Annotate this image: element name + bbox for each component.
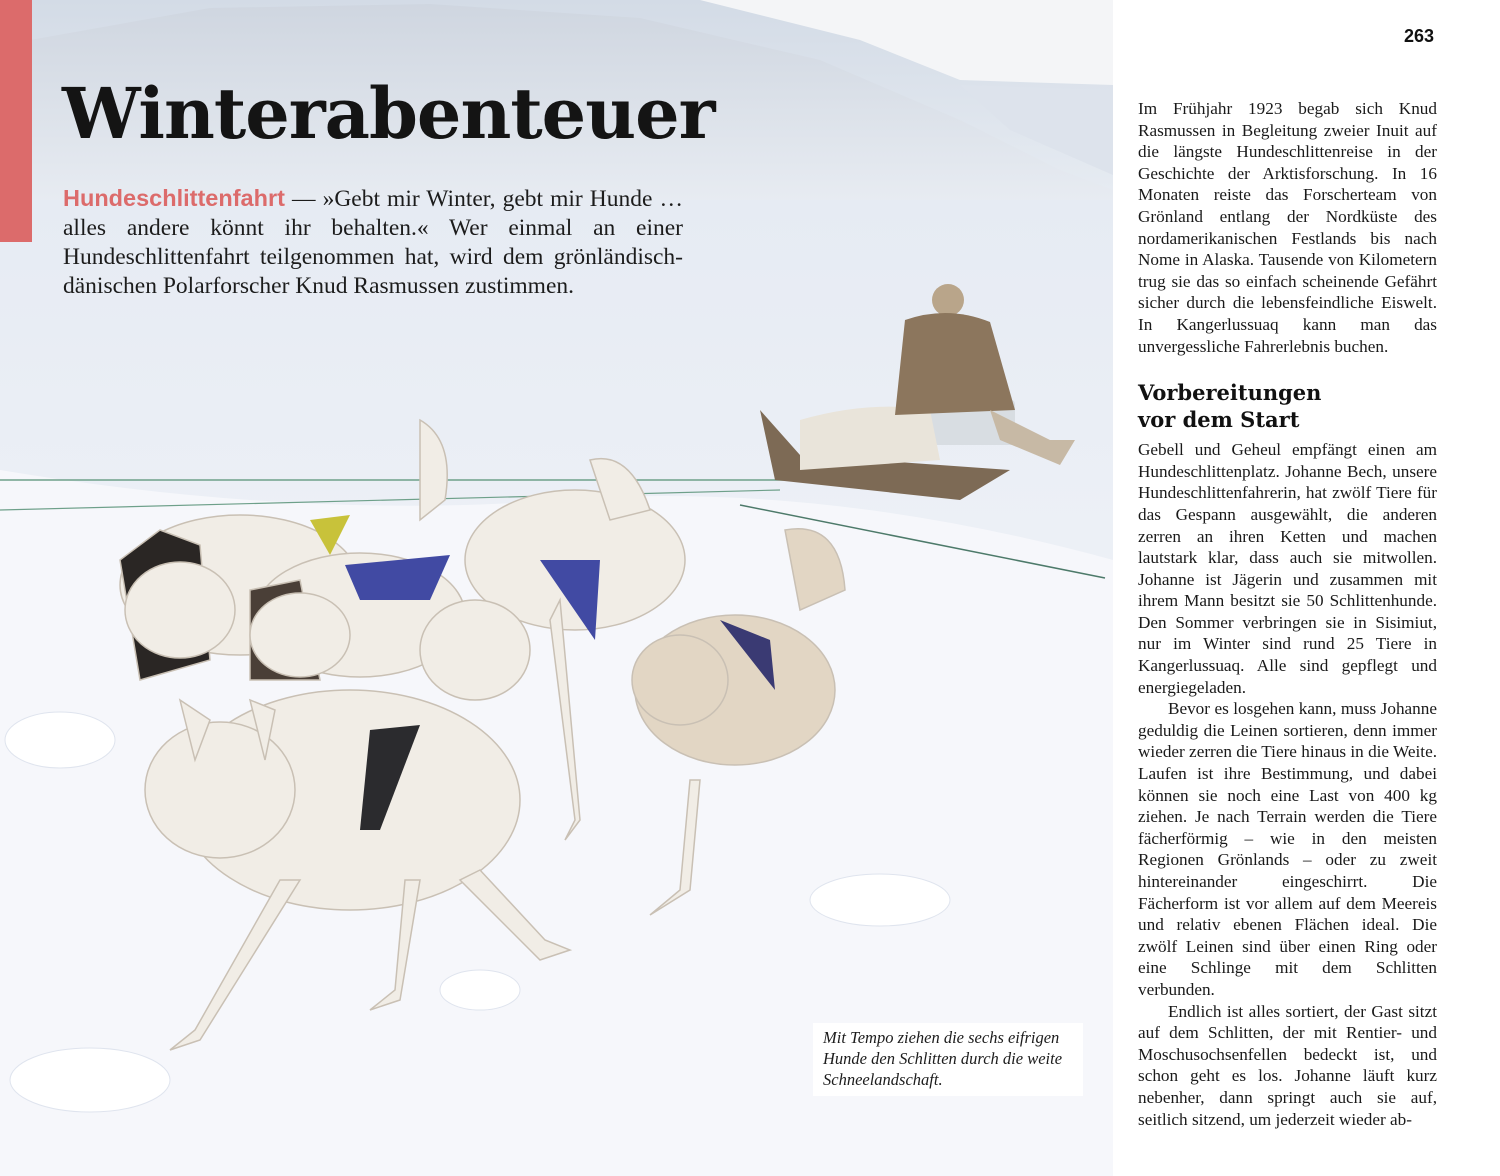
intro-paragraph [63, 184, 683, 301]
chapter-accent-bar [0, 0, 32, 242]
article-paragraph-4: Endlich ist alles sortiert, der Gast sitzt auf dem Schlitten, der mit Rentier- und Moschusochsenfellen bedeckt ist, und schon geht es los. Johanne läuft kurz nebenher, dann springt auch sie auf, seitlich sitzend, um jederzeit wieder ab- [1138, 1001, 1437, 1129]
article-paragraph-2: Gebell und Geheul empfängt einen am Hundeschlittenplatz. Johanne Bech, unsere Hundeschlittenfahrerin, hat zwölf Tiere für das Gespann ausgewählt, die anderen zerren an ihren Ketten und machen lautstark klar, dass auch sie mitwollen. Johanne ist Jägerin und zusammen mit ihrem Mann besitzt sie 50 Schlittenhunde. Den Sommer verbringen sie in Sisimiut, nur im Winter sind rund 25 Tiere in Kangerlussuaq. Alle sind gepflegt und energiegeladen. [1138, 440, 1437, 697]
page-title: Winterabenteuer [62, 72, 715, 155]
section-heading-line-2: vor dem Start [1138, 407, 1300, 433]
section-heading-line-1: Vorbereitungen [1138, 380, 1322, 406]
article-paragraph-3: Bevor es losgehen kann, muss Johanne geduldig die Leinen sortieren, denn immer wieder zerren die Tiere hinaus in die Weite. Laufen ist ihre Bestimmung, und dabei können sie noch eine Last von 400 kg ziehen. Je nach Terrain werden die Tiere fächerförmig – wie in den meisten Regionen Grönlands – oder zu zweit hintereinander eingeschirrt. Die Fächerform ist vor allem auf dem Meereis und relativ ebenen Flächen ideal. Die zwölf Leinen sind über einen Ring oder eine Schlinge mit dem Schlitten verbunden. [1138, 699, 1437, 999]
section-heading [1138, 379, 1437, 433]
page-number: 263 [1404, 26, 1435, 46]
article-paragraph-1: Im Frühjahr 1923 begab sich Knud Rasmussen in Begleitung zweier Inuit auf die längste Hundeschlittenreise in der Geschichte der Arktisforschung. In 16 Monaten reiste das Forscherteam von Grönland entlang der Nordküste des nordamerikanischen Festlands bis nach Nome in Alaska. Tausende von Kilometern trug sie das so einfach scheinende Gefährt sicher durch die lebensfeindliche Eiswelt. In Kangerlussuaq kann man das unvergessliche Fahrerlebnis buchen. [1138, 99, 1437, 356]
photo-caption: Mit Tempo ziehen die sechs eifrigen Hunde den Schlitten durch die weite Schneelandschaft. [813, 1023, 1083, 1096]
intro-text: — »Gebt mir Winter, gebt mir Hunde … alles andere könnt ihr behalten.« Wer einmal an einer Hundeschlittenfahrt teilgenommen hat, wird dem grönländisch-dänischen Polarforscher Knud Rasmussen zustimmen. [63, 186, 683, 299]
intro-kicker: Hundeschlittenfahrt [63, 185, 285, 211]
article-column [1138, 98, 1437, 1130]
